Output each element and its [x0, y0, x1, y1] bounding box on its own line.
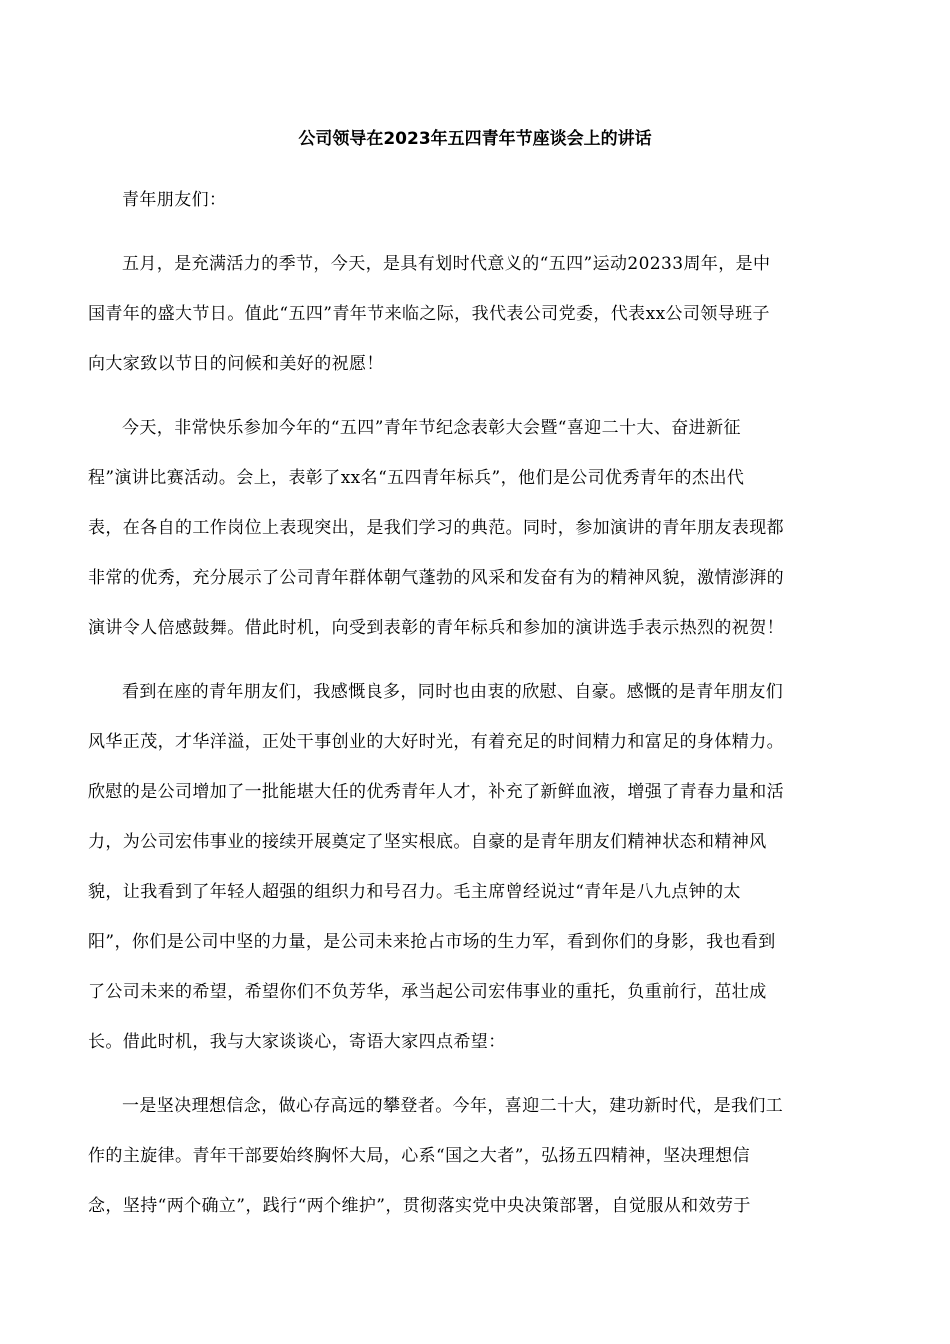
- paragraph-line: 长。借此时机，我与大家谈谈心，寄语大家四点希望：: [88, 1032, 506, 1052]
- paragraph-line: 国青年的盛大节日。值此“五四”青年节来临之际，我代表公司党委，代表xx公司领导班子: [88, 304, 770, 324]
- paragraph-line: 念，坚持“两个确立”，践行“两个维护”，贯彻落实党中央决策部署，自觉服从和效劳于: [88, 1196, 751, 1216]
- paragraph-line: 了公司未来的希望，希望你们不负芳华，承当起公司宏伟事业的重托，负重前行，茁壮成: [88, 982, 767, 1002]
- salutation: 青年朋友们：: [122, 190, 227, 210]
- paragraph-line: 非常的优秀，充分展示了公司青年群体朝气蓬勃的风采和发奋有为的精神风貌，激情澎湃的: [88, 568, 784, 588]
- paragraph-line: 作的主旋律。青年干部要始终胸怀大局，心系“国之大者”，弘扬五四精神，坚决理想信: [88, 1146, 750, 1166]
- paragraph-line: 程”演讲比赛活动。会上，表彰了xx名“五四青年标兵”，他们是公司优秀青年的杰出代: [88, 468, 745, 488]
- paragraph-line: 一是坚决理想信念，做心存高远的攀登者。今年，喜迎二十大，建功新时代，是我们工: [122, 1096, 784, 1116]
- paragraph-line: 阳”，你们是公司中坚的力量，是公司未来抢占市场的生力军，看到你们的身影，我也看到: [88, 932, 776, 952]
- paragraph-line: 表，在各自的工作岗位上表现突出，是我们学习的典范。同时，参加演讲的青年朋友表现都: [88, 518, 784, 538]
- paragraph-line: 今天，非常快乐参加今年的“五四”青年节纪念表彰大会暨“喜迎二十大、奋进新征: [122, 418, 741, 438]
- paragraph-line: 演讲令人倍感鼓舞。借此时机，向受到表彰的青年标兵和参加的演讲选手表示热烈的祝贺！: [88, 618, 784, 638]
- paragraph-line: 风华正茂，才华洋溢，正处干事创业的大好时光，有着充足的时间精力和富足的身体精力。: [88, 732, 784, 752]
- paragraph-line: 力，为公司宏伟事业的接续开展奠定了坚实根底。自豪的是青年朋友们精神状态和精神风: [88, 832, 767, 852]
- paragraph-line: 五月，是充满活力的季节，今天，是具有划时代意义的“五四”运动20233周年，是中: [122, 254, 771, 274]
- paragraph-line: 欣慰的是公司增加了一批能堪大任的优秀青年人才，补充了新鲜血液，增强了青春力量和活: [88, 782, 784, 802]
- paragraph-line: 向大家致以节日的问候和美好的祝愿！: [88, 354, 384, 374]
- paragraph-line: 貌，让我看到了年轻人超强的组织力和号召力。毛主席曾经说过“青年是八九点钟的太: [88, 882, 741, 902]
- document-title: 公司领导在2023年五四青年节座谈会上的讲话: [298, 129, 652, 149]
- paragraph-line: 看到在座的青年朋友们，我感慨良多，同时也由衷的欣慰、自豪。感慨的是青年朋友们: [122, 682, 784, 702]
